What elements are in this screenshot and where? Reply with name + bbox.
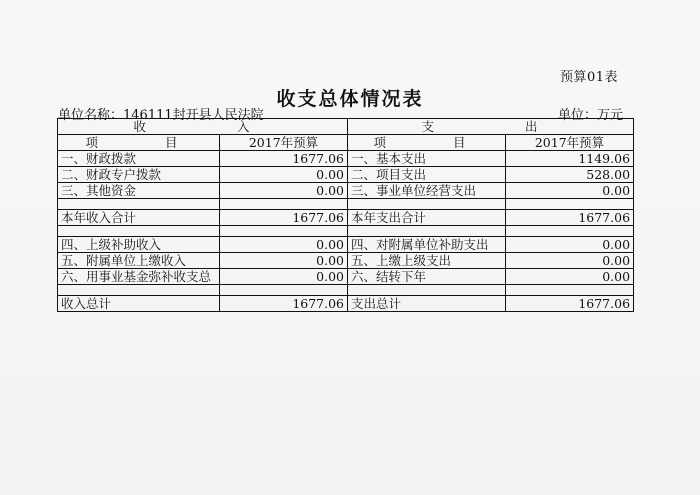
- expense-total-value: 1677.06: [506, 296, 634, 312]
- income-value: 1677.06: [220, 151, 348, 167]
- income-subtotal-label: 本年收入合计: [58, 210, 220, 226]
- income-item: 一、财政拨款: [58, 151, 220, 167]
- form-code: 预算01表: [560, 70, 619, 85]
- expense-item: 四、对附属单位补助支出: [348, 237, 506, 253]
- col-budget-left: 2017年预算: [220, 135, 348, 151]
- income-item: 六、用事业基金弥补收支总: [58, 269, 220, 285]
- expense-item: 三、事业单位经营支出: [348, 183, 506, 199]
- table-row: [58, 237, 634, 253]
- expense-value: 0.00: [506, 183, 634, 199]
- expense-subtotal-label: 本年支出合计: [348, 210, 506, 226]
- budget-table: [57, 118, 634, 312]
- income-value: 0.00: [220, 237, 348, 253]
- expense-header: 支 出: [348, 119, 634, 135]
- col-item-left: 项 目: [58, 135, 220, 151]
- income-item: 三、其他资金: [58, 183, 220, 199]
- blank-row: [58, 285, 634, 296]
- income-value: 0.00: [220, 167, 348, 183]
- income-header: 收 入: [58, 119, 348, 135]
- expense-value: 0.00: [506, 237, 634, 253]
- income-value: 0.00: [220, 253, 348, 269]
- expense-value: 528.00: [506, 167, 634, 183]
- blank-row: [58, 199, 634, 210]
- income-total-label: 收入总计: [58, 296, 220, 312]
- expense-item: 二、项目支出: [348, 167, 506, 183]
- table-row: [58, 269, 634, 285]
- expense-item: 六、结转下年: [348, 269, 506, 285]
- page-title: 收支总体情况表: [276, 88, 424, 110]
- unit-name: 单位名称：146111封开县人民法院: [58, 108, 264, 123]
- income-item: 二、财政专户拨款: [58, 167, 220, 183]
- table-row: [58, 167, 634, 183]
- income-value: 0.00: [220, 269, 348, 285]
- income-value: 0.00: [220, 183, 348, 199]
- unit-label: 单位：万元: [558, 108, 624, 123]
- expense-value: 0.00: [506, 269, 634, 285]
- income-item: 四、上级补助收入: [58, 237, 220, 253]
- expense-value: 0.00: [506, 253, 634, 269]
- col-item-right: 项 目: [348, 135, 506, 151]
- column-header-row: [58, 135, 634, 151]
- table-row: [58, 253, 634, 269]
- section-header-row: [58, 119, 634, 135]
- expense-subtotal-value: 1677.06: [506, 210, 634, 226]
- table-row: [58, 183, 634, 199]
- expense-item: 一、基本支出: [348, 151, 506, 167]
- table-row: [58, 151, 634, 167]
- income-subtotal-value: 1677.06: [220, 210, 348, 226]
- col-budget-right: 2017年预算: [506, 135, 634, 151]
- expense-value: 1149.06: [506, 151, 634, 167]
- income-item: 五、附属单位上缴收入: [58, 253, 220, 269]
- income-total-value: 1677.06: [220, 296, 348, 312]
- expense-total-label: 支出总计: [348, 296, 506, 312]
- subtotal-row: [58, 210, 634, 226]
- total-row: [58, 296, 634, 312]
- blank-row: [58, 226, 634, 237]
- expense-item: 五、上缴上级支出: [348, 253, 506, 269]
